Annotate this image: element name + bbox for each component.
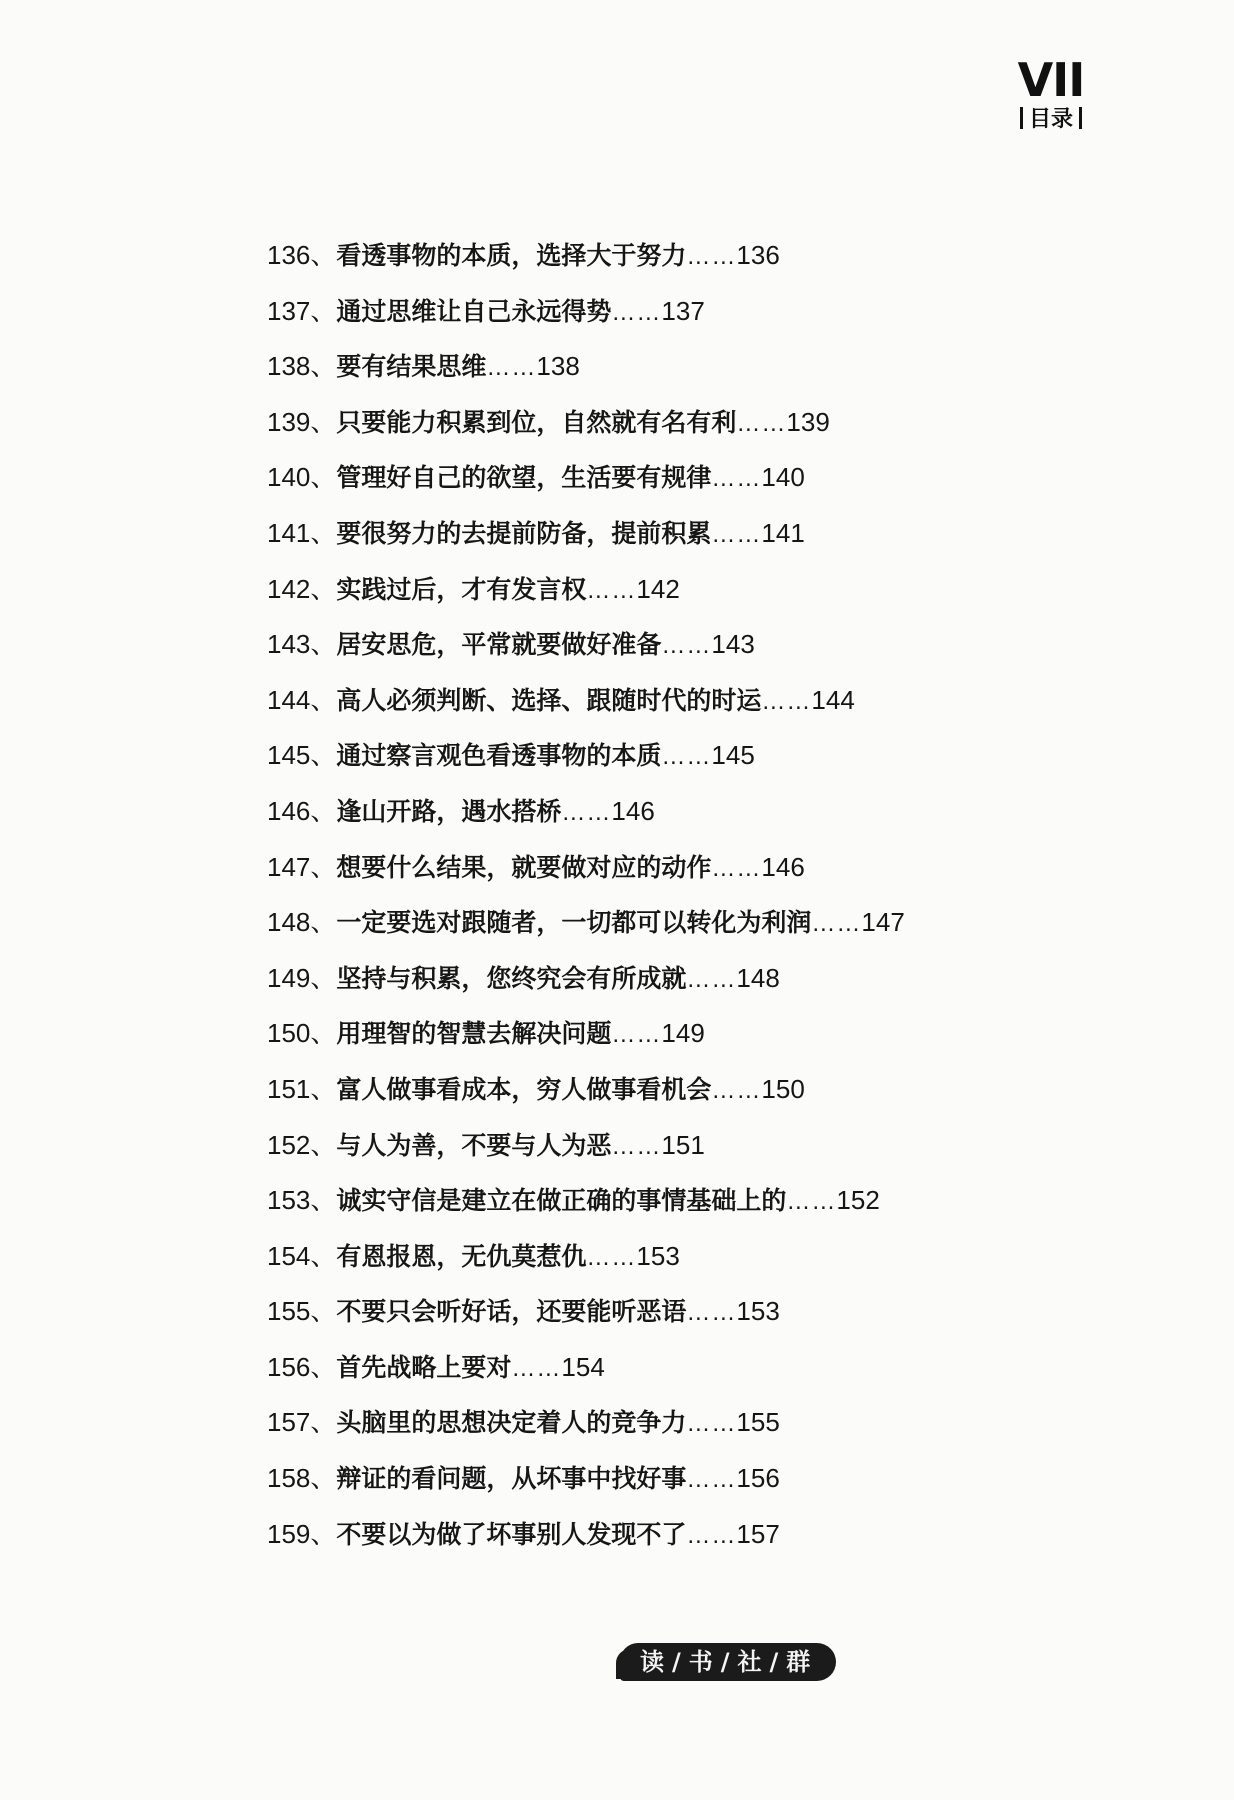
page-header bbox=[996, 53, 1106, 134]
toc-entry-page: 156 bbox=[736, 1463, 780, 1494]
toc-entry[interactable] bbox=[267, 562, 905, 618]
toc-entry[interactable] bbox=[267, 395, 905, 451]
toc-entry[interactable] bbox=[267, 673, 905, 729]
toc-entry-leader: …… bbox=[686, 1521, 737, 1549]
toc-entry-number: 151、 bbox=[267, 1073, 337, 1104]
toc-entry-title: 通过思维让自己永远得势 bbox=[336, 296, 612, 326]
footer-separator: / bbox=[769, 1648, 783, 1676]
toc-entry-number: 140、 bbox=[267, 462, 337, 493]
toc-entry-number: 137、 bbox=[267, 295, 337, 326]
toc-entry-leader: …… bbox=[561, 798, 612, 826]
toc-entry[interactable] bbox=[267, 1284, 905, 1340]
toc-entry[interactable] bbox=[267, 1062, 905, 1118]
toc-entry-page: 148 bbox=[736, 962, 780, 993]
toc-entry-page: 145 bbox=[711, 740, 755, 771]
toc-entry-page: 144 bbox=[811, 684, 855, 715]
toc-entry-title: 通过察言观色看透事物的本质 bbox=[336, 741, 662, 771]
toc-entry[interactable] bbox=[267, 951, 905, 1007]
toc-entry-title: 实践过后，才有发言权 bbox=[336, 574, 587, 604]
toc-entry-title: 诚实守信是建立在做正确的事情基础上的 bbox=[336, 1186, 787, 1216]
toc-entry-title: 高人必须判断、选择、跟随时代的时运 bbox=[336, 685, 762, 715]
toc-entry-title: 不要以为做了坏事别人发现不了 bbox=[336, 1519, 687, 1549]
toc-entry-page: 147 bbox=[861, 907, 905, 938]
toc-entry-leader: …… bbox=[711, 465, 762, 493]
toc-entry[interactable] bbox=[267, 228, 905, 284]
toc-entry-number: 158、 bbox=[267, 1463, 337, 1494]
toc-entry-title: 不要只会听好话，还要能听恶语 bbox=[336, 1297, 687, 1327]
toc-entry-page: 154 bbox=[561, 1351, 605, 1382]
toc-entry[interactable] bbox=[267, 1340, 905, 1396]
toc-entry[interactable] bbox=[267, 1118, 905, 1174]
toc-entry-number: 144、 bbox=[267, 684, 337, 715]
toc-entry-leader: …… bbox=[611, 298, 662, 326]
toc-entry-page: 157 bbox=[736, 1518, 780, 1549]
toc-entry[interactable] bbox=[267, 1451, 905, 1507]
toc-entry-leader: …… bbox=[661, 743, 712, 771]
toc-entry-page: 152 bbox=[836, 1185, 880, 1216]
toc-entry[interactable] bbox=[267, 506, 905, 562]
toc-entry-number: 139、 bbox=[267, 406, 337, 437]
footer-separator: / bbox=[720, 1648, 734, 1676]
toc-entry-title: 居安思危，平常就要做好准备 bbox=[336, 630, 662, 660]
toc-entry-page: 140 bbox=[761, 462, 805, 493]
toc-entry-page: 146 bbox=[761, 851, 805, 882]
toc-entry-leader: …… bbox=[736, 409, 787, 437]
toc-entry[interactable] bbox=[267, 450, 905, 506]
toc-entry-page: 138 bbox=[536, 351, 580, 382]
toc-entry-leader: …… bbox=[811, 910, 862, 938]
footer-char-4: 群 bbox=[786, 1648, 815, 1676]
toc-entry-leader: …… bbox=[711, 520, 762, 548]
toc-entry-title: 一定要选对跟随者，一切都可以转化为利润 bbox=[336, 908, 812, 938]
section-bar-right bbox=[1079, 107, 1082, 129]
toc-entry-title: 逢山开路，遇水搭桥 bbox=[336, 796, 562, 826]
toc-entry-leader: …… bbox=[686, 243, 737, 270]
toc-entry-number: 157、 bbox=[267, 1407, 337, 1438]
toc-entry-page: 142 bbox=[636, 573, 680, 604]
toc-entry[interactable] bbox=[267, 1507, 905, 1563]
toc-entry-page: 139 bbox=[786, 406, 830, 437]
toc-entry-title: 想要什么结果，就要做对应的动作 bbox=[336, 852, 712, 882]
page-numeral: VII bbox=[1017, 53, 1085, 107]
toc-entry-leader: …… bbox=[686, 965, 737, 993]
toc-entry-number: 156、 bbox=[267, 1351, 337, 1382]
toc-entry[interactable] bbox=[267, 895, 905, 951]
toc-entry-number: 143、 bbox=[267, 629, 337, 660]
footer-separator: / bbox=[672, 1648, 685, 1676]
toc-entry-title: 坚持与积累，您终究会有所成就 bbox=[336, 963, 687, 993]
toc-entry-number: 146、 bbox=[267, 795, 337, 826]
toc-entry-page: 153 bbox=[636, 1240, 680, 1271]
toc-entry-page: 155 bbox=[736, 1407, 780, 1438]
toc-entry-title: 头脑里的思想决定着人的竞争力 bbox=[336, 1408, 687, 1438]
toc-entry[interactable] bbox=[267, 339, 905, 395]
toc-entry-page: 146 bbox=[611, 795, 655, 826]
toc-entry-number: 153、 bbox=[267, 1185, 337, 1216]
toc-entry-title: 富人做事看成本，穷人做事看机会 bbox=[336, 1074, 712, 1104]
toc-entry-leader: …… bbox=[586, 1243, 637, 1271]
toc-entry-leader: …… bbox=[511, 1354, 562, 1382]
footer-char-1: 读 bbox=[640, 1648, 668, 1676]
toc-entry[interactable] bbox=[267, 784, 905, 840]
toc-entry-number: 148、 bbox=[267, 907, 337, 938]
section-title: 目录 bbox=[1028, 107, 1073, 132]
toc-entry[interactable] bbox=[267, 617, 905, 673]
footer-char-3: 社 bbox=[737, 1648, 766, 1676]
toc-entry-title: 首先战略上要对 bbox=[336, 1352, 512, 1382]
table-of-contents bbox=[267, 228, 905, 1562]
section-bar-left bbox=[1020, 107, 1023, 129]
toc-entry-title: 要有结果思维 bbox=[336, 352, 487, 382]
toc-entry-title: 管理好自己的欲望，生活要有规律 bbox=[336, 463, 712, 493]
toc-entry[interactable] bbox=[267, 728, 905, 784]
toc-entry-leader: …… bbox=[711, 854, 762, 882]
toc-entry-number: 152、 bbox=[267, 1129, 337, 1160]
toc-entry-number: 138、 bbox=[267, 351, 337, 382]
toc-entry-leader: …… bbox=[686, 1299, 737, 1327]
toc-entry-leader: …… bbox=[611, 1021, 662, 1049]
toc-entry-title: 辩证的看问题，从坏事中找好事 bbox=[336, 1464, 687, 1494]
toc-entry-leader: …… bbox=[711, 1076, 762, 1104]
toc-entry-title: 只要能力积累到位，自然就有名有利 bbox=[336, 407, 737, 437]
toc-entry-number: 142、 bbox=[267, 573, 337, 604]
toc-entry-page: 137 bbox=[661, 295, 705, 326]
toc-entry-number: 141、 bbox=[267, 517, 337, 548]
toc-entry-page: 151 bbox=[661, 1129, 705, 1160]
toc-entry-title: 看透事物的本质，选择大于努力 bbox=[336, 241, 687, 270]
toc-entry-leader: …… bbox=[686, 1410, 737, 1438]
toc-entry[interactable] bbox=[267, 840, 905, 896]
toc-entry-number: 150、 bbox=[267, 1018, 337, 1049]
toc-entry-page: 136 bbox=[736, 240, 780, 270]
toc-entry-page: 143 bbox=[711, 629, 755, 660]
toc-entry-page: 150 bbox=[761, 1073, 805, 1104]
section-label bbox=[996, 106, 1106, 134]
toc-entry-number: 145、 bbox=[267, 740, 337, 771]
toc-entry-leader: …… bbox=[786, 1188, 837, 1216]
toc-entry-page: 149 bbox=[661, 1018, 705, 1049]
toc-entry-number: 136、 bbox=[267, 240, 337, 270]
footer-char-2: 书 bbox=[688, 1648, 717, 1676]
toc-entry-number: 149、 bbox=[267, 962, 337, 993]
toc-entry[interactable] bbox=[267, 1006, 905, 1062]
toc-entry-number: 155、 bbox=[267, 1296, 337, 1327]
toc-entry-title: 与人为善，不要与人为恶 bbox=[336, 1130, 612, 1160]
toc-entry[interactable] bbox=[267, 284, 905, 340]
toc-entry-leader: …… bbox=[686, 1466, 737, 1494]
toc-entry-leader: …… bbox=[661, 632, 712, 660]
toc-entry[interactable] bbox=[267, 1173, 905, 1229]
toc-entry-number: 147、 bbox=[267, 851, 337, 882]
toc-entry-title: 用理智的智慧去解决问题 bbox=[336, 1019, 612, 1049]
toc-entry-leader: …… bbox=[761, 687, 812, 715]
footer-badge bbox=[620, 1643, 836, 1681]
toc-entry-page: 141 bbox=[761, 517, 805, 548]
toc-entry-leader: …… bbox=[611, 1132, 662, 1160]
toc-entry-number: 154、 bbox=[267, 1240, 337, 1271]
toc-entry-number: 159、 bbox=[267, 1518, 337, 1549]
toc-entry-leader: …… bbox=[486, 354, 537, 382]
toc-entry[interactable] bbox=[267, 1395, 905, 1451]
toc-entry-page: 153 bbox=[736, 1296, 780, 1327]
toc-entry[interactable] bbox=[267, 1229, 905, 1285]
toc-entry-title: 要很努力的去提前防备，提前积累 bbox=[336, 518, 712, 548]
toc-entry-leader: …… bbox=[586, 576, 637, 604]
toc-entry-title: 有恩报恩，无仇莫惹仇 bbox=[336, 1241, 587, 1271]
